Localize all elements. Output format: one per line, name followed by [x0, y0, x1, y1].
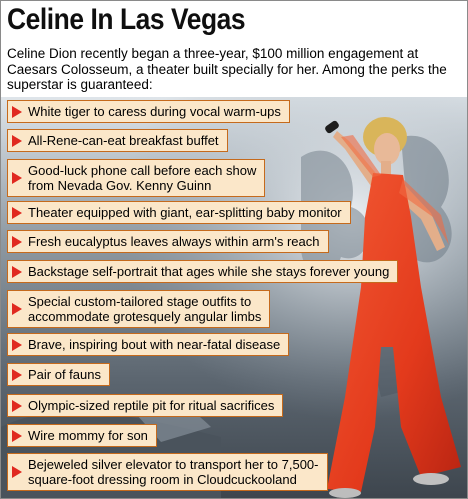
- perk-text: Olympic-sized reptile pit for ritual sacrifices: [28, 398, 275, 413]
- perk-text-line1: Special custom-tailored stage outfits to: [28, 294, 252, 309]
- triangle-bullet-icon: [12, 430, 22, 442]
- triangle-bullet-icon: [12, 339, 22, 351]
- list-item: [7, 424, 157, 447]
- perk-text-line2: from Nevada Gov. Kenny Guinn: [28, 178, 212, 193]
- triangle-bullet-icon: [12, 106, 22, 118]
- list-item: [7, 453, 328, 491]
- perk-text: Backstage self-portrait that ages while she stays forever young: [28, 264, 390, 279]
- perk-text: Brave, inspiring bout with near-fatal disease: [28, 337, 281, 352]
- perk-text: Wire mommy for son: [28, 428, 148, 443]
- perk-text-line2: accommodate grotesquely angular limbs: [28, 309, 262, 324]
- list-item: [7, 363, 110, 386]
- intro-paragraph: Celine Dion recently began a three-year, $100 million engagement at Caesars Colosseum, a theater built specially for her. Among the perks the superstar is guaranteed:: [7, 46, 447, 92]
- list-item: [7, 333, 289, 356]
- list-item: [7, 230, 329, 253]
- perk-text: Theater equipped with giant, ear-splitting baby monitor: [28, 205, 342, 220]
- triangle-bullet-icon: [12, 172, 22, 184]
- perk-text: White tiger to caress during vocal warm-ups: [28, 104, 281, 119]
- list-item: [7, 260, 398, 283]
- triangle-bullet-icon: [12, 369, 22, 381]
- perk-text: All-Rene-can-eat breakfast buffet: [28, 133, 219, 148]
- perk-text: Pair of fauns: [28, 367, 101, 382]
- page-title: Celine In Las Vegas: [7, 3, 246, 36]
- list-item: [7, 100, 290, 123]
- list-item: [7, 290, 270, 328]
- triangle-bullet-icon: [12, 400, 22, 412]
- triangle-bullet-icon: [12, 303, 22, 315]
- perk-text-line1: Bejeweled silver elevator to transport her to 7,500-: [28, 457, 319, 472]
- triangle-bullet-icon: [12, 135, 22, 147]
- perk-text: Fresh eucalyptus leaves always within arm's reach: [28, 234, 320, 249]
- triangle-bullet-icon: [12, 236, 22, 248]
- list-item: [7, 159, 265, 197]
- list-item: [7, 201, 351, 224]
- perk-text-line2: square-foot dressing room in Cloudcuckooland: [28, 472, 297, 487]
- list-item: [7, 129, 228, 152]
- list-item: [7, 394, 283, 417]
- perk-text-line1: Good-luck phone call before each show: [28, 163, 257, 178]
- triangle-bullet-icon: [12, 266, 22, 278]
- triangle-bullet-icon: [12, 207, 22, 219]
- triangle-bullet-icon: [12, 466, 22, 478]
